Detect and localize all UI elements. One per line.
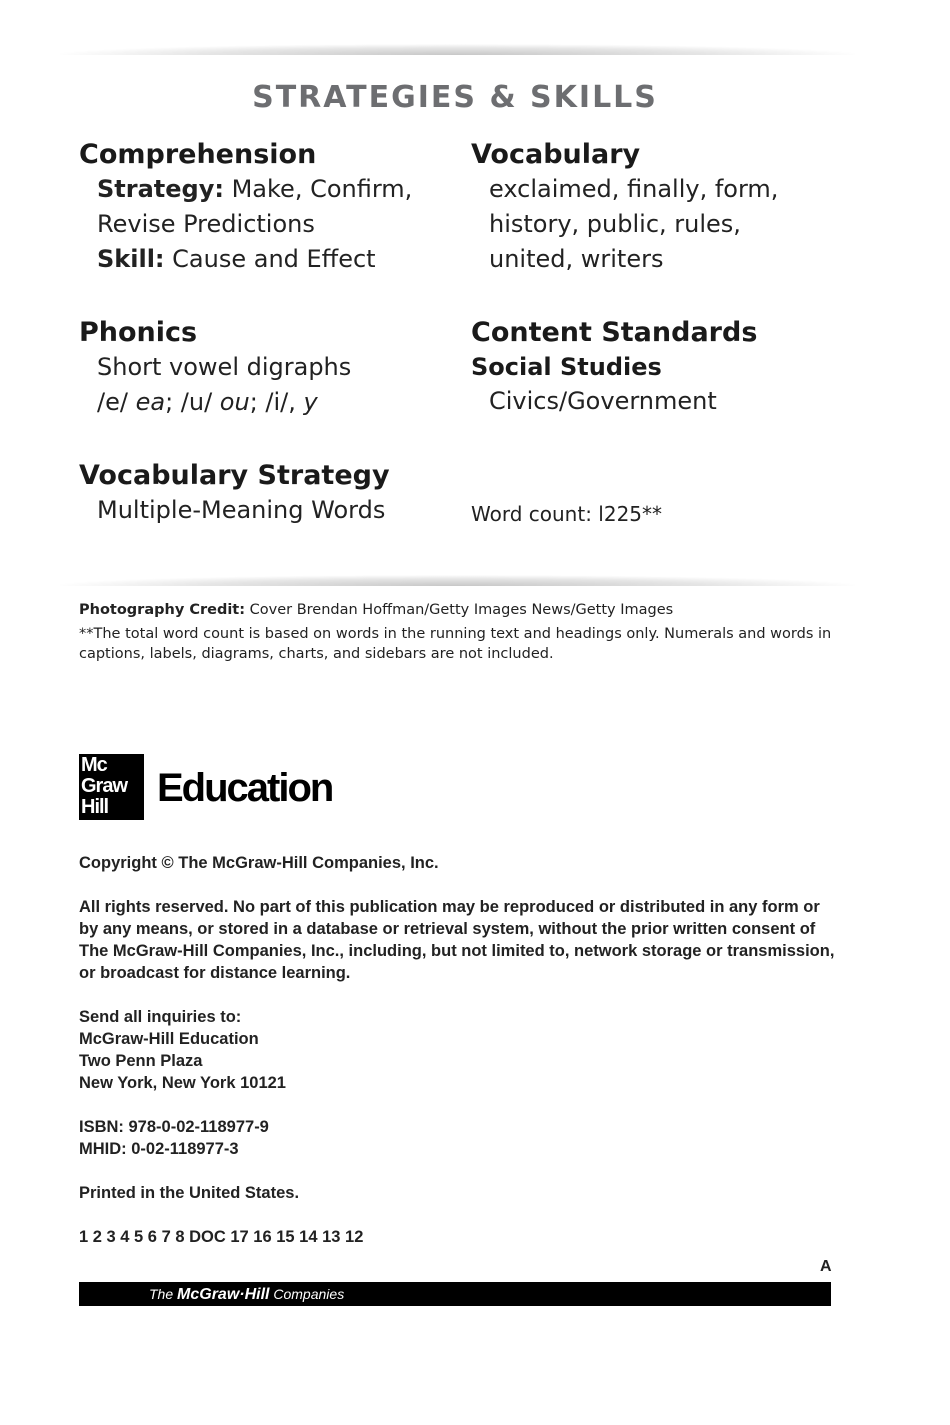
vocabulary-line: united, writers bbox=[489, 245, 664, 273]
phonics-section bbox=[79, 316, 351, 420]
logo-line: Mc bbox=[81, 754, 107, 776]
rights-paragraph: All rights reserved. No part of this publication may be reproduced or distributed in any form or by any means, or stored in a database or retrieval system, without the prior written consent of The McGraw-Hill Companies, Inc., including, but not limited to, network storage or transmission, or broadcast for distance learning. bbox=[79, 898, 835, 982]
inquiries bbox=[79, 1006, 839, 1094]
footer-bar bbox=[79, 1282, 831, 1306]
vocab-strategy-heading: Vocabulary Strategy bbox=[79, 460, 390, 491]
page-letter: A bbox=[820, 1258, 832, 1275]
word-count-note: **The total word count is based on words in the running text and headings only. Numerals and words in captions, labels, diagrams, charts, and sidebars are not included. bbox=[79, 626, 832, 662]
copyright-line: Copyright © The McGraw-Hill Companies, Inc. bbox=[79, 854, 439, 872]
phonics-part: ; /i/, bbox=[249, 388, 304, 416]
photo-credit bbox=[79, 600, 839, 620]
logo-education-text: Education bbox=[157, 766, 333, 810]
vocabulary-line: exclaimed, finally, form, bbox=[489, 175, 779, 203]
content-standards-heading: Content Standards bbox=[471, 317, 758, 348]
photo-credit-value: Cover Brendan Hoffman/Getty Images News/Getty Images bbox=[245, 602, 674, 618]
isbn: ISBN: 978-0-02-118977-9 bbox=[79, 1118, 269, 1136]
skill-value: Cause and Effect bbox=[164, 245, 376, 273]
word-count: Word count: l225** bbox=[471, 502, 663, 526]
comprehension-heading: Comprehension bbox=[79, 139, 317, 170]
inquiries-line: Send all inquiries to: bbox=[79, 1008, 242, 1026]
phonics-part: /e/ bbox=[97, 388, 136, 416]
strategy-line-2: Revise Predictions bbox=[97, 210, 315, 238]
vocabulary-heading: Vocabulary bbox=[471, 139, 641, 170]
legal-block bbox=[79, 852, 839, 1270]
logo-line: Graw bbox=[81, 775, 128, 797]
footer-brand: McGraw·Hill bbox=[177, 1286, 270, 1303]
phonics-part-italic: ou bbox=[219, 388, 250, 416]
mcgraw-hill-logo-box bbox=[79, 754, 144, 820]
social-studies-subheading: Social Studies bbox=[471, 353, 662, 381]
printed-line: Printed in the United States. bbox=[79, 1184, 300, 1202]
footer-the: The bbox=[149, 1286, 178, 1302]
vocabulary-line: history, public, rules, bbox=[489, 210, 741, 238]
print-number-line: 1 2 3 4 5 6 7 8 DOC 17 16 15 14 13 12 bbox=[79, 1228, 364, 1246]
comprehension-section bbox=[79, 138, 412, 277]
phonics-heading: Phonics bbox=[79, 317, 198, 348]
photo-credit-label: Photography Credit: bbox=[79, 602, 246, 618]
strategy-label: Strategy: bbox=[97, 175, 224, 203]
inquiries-line: McGraw-Hill Education bbox=[79, 1030, 259, 1048]
footer-companies: Companies bbox=[269, 1286, 345, 1302]
credits bbox=[79, 600, 839, 668]
vocabulary-section bbox=[471, 138, 778, 277]
skill-label: Skill: bbox=[97, 245, 165, 273]
strategy-value: Make, Confirm, bbox=[223, 175, 413, 203]
page-title: STRATEGIES & SKILLS bbox=[252, 80, 658, 115]
vocab-strategy-line: Multiple-Meaning Words bbox=[97, 496, 386, 524]
phonics-part: ; /u/ bbox=[165, 388, 220, 416]
strategy-line bbox=[79, 172, 412, 207]
inquiries-line: New York, New York 10121 bbox=[79, 1074, 286, 1092]
phonics-part-italic: ea bbox=[135, 388, 166, 416]
vocab-strategy-section bbox=[79, 459, 390, 528]
identifiers bbox=[79, 1116, 839, 1160]
top-divider-mask bbox=[40, 55, 880, 67]
mhid: MHID: 0-02-118977-3 bbox=[79, 1140, 239, 1158]
bottom-divider-mask bbox=[40, 586, 880, 600]
phonics-part-italic: y bbox=[303, 388, 318, 416]
inquiries-line: Two Penn Plaza bbox=[79, 1052, 203, 1070]
content-standards-section bbox=[471, 316, 757, 419]
phonics-line-1: Short vowel digraphs bbox=[97, 353, 352, 381]
skill-line bbox=[79, 242, 412, 277]
phonics-line-2 bbox=[79, 385, 351, 420]
logo-line: Hill bbox=[81, 796, 109, 818]
civics-line: Civics/Government bbox=[489, 387, 717, 415]
